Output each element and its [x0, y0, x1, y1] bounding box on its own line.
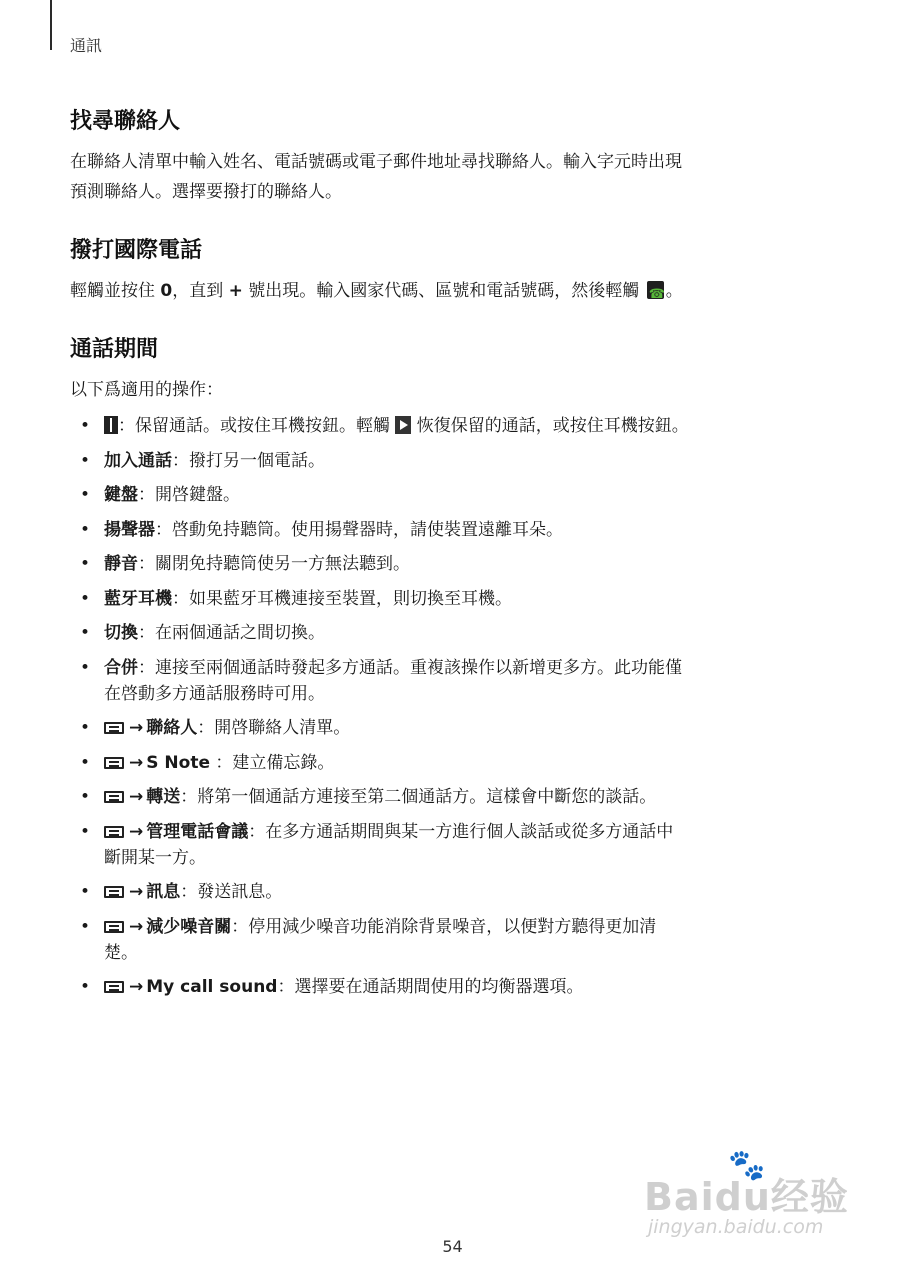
- bullet: •: [80, 916, 91, 937]
- intl-text-2: ，直到: [172, 281, 229, 301]
- watermark: [640, 1148, 850, 1248]
- menu-icon: [104, 722, 124, 734]
- intl-paragraph: [70, 276, 850, 306]
- find-line-1: 在聯絡人清單中輸入姓名、電話號碼或電子郵件地址尋找聯絡人。輸入字元時出現: [70, 152, 682, 172]
- list-item-call-sound: [70, 974, 850, 1000]
- bullet: •: [80, 752, 91, 773]
- desc-message: ：發送訊息。: [180, 882, 283, 902]
- bullet: •: [80, 588, 91, 609]
- during-intro: 以下爲適用的操作：: [70, 380, 223, 400]
- desc-mute: ：關閉免持聽筒使另一方無法聽到。: [138, 554, 410, 574]
- phone-icon: [647, 281, 664, 299]
- menu-icon: [104, 826, 124, 838]
- section-title-during: 通話期間: [70, 337, 159, 362]
- term-bluetooth: 藍牙耳機: [104, 588, 172, 609]
- key-zero: 0: [160, 281, 173, 301]
- list-item-message: [70, 879, 850, 905]
- hold-desc-1: ：保留通話。或按住耳機按鈕。輕觸: [118, 416, 396, 436]
- desc-contacts: ：開啓聯絡人清單。: [197, 718, 351, 738]
- desc-noise-reduction-2: 楚。: [104, 942, 138, 963]
- section-during-call: [70, 332, 850, 1000]
- term-mute: 靜音: [104, 554, 138, 574]
- list-item-manage-conference: [70, 819, 850, 871]
- option-list: [70, 413, 850, 1000]
- list-item-snote: [70, 750, 850, 776]
- find-paragraph: [70, 147, 850, 207]
- intl-text-4: 。: [665, 281, 683, 301]
- bullet: •: [80, 718, 91, 738]
- key-plus: +: [228, 281, 243, 301]
- list-item-hold: [70, 413, 850, 439]
- list-item-contacts: [70, 715, 850, 741]
- arrow-icon: →: [129, 787, 144, 807]
- play-icon: [395, 416, 411, 434]
- bullet: •: [80, 450, 91, 471]
- desc-bluetooth: ：如果藍牙耳機連接至裝置，則切換至耳機。: [172, 588, 512, 609]
- desc-merge-2: 在啓動多方通話服務時可用。: [104, 683, 325, 704]
- page-number: 54: [442, 1237, 463, 1256]
- chapter-title: 通訊: [70, 36, 103, 55]
- arrow-icon: →: [129, 977, 144, 997]
- menu-icon: [104, 921, 124, 933]
- term-manage-conference: 管理電話會議: [146, 821, 249, 842]
- desc-noise-reduction-1: ：停用減少噪音功能消除背景噪音，以便對方聽得更加清: [231, 916, 657, 937]
- arrow-icon: →: [129, 882, 144, 902]
- list-item-bluetooth: [70, 586, 850, 612]
- desc-transfer: ：將第一個通話方連接至第二個通話方。這樣會中斷您的談話。: [180, 787, 657, 807]
- menu-icon: [104, 886, 124, 898]
- watermark-brand: Baidu经验: [644, 1175, 849, 1219]
- desc-manage-conference-2: 斷開某一方。: [104, 847, 206, 868]
- list-item-noise-reduction: [70, 914, 850, 966]
- list-item-keypad: [70, 482, 850, 508]
- term-contacts: 聯絡人: [146, 718, 198, 738]
- bullet: •: [80, 882, 91, 902]
- menu-icon: [104, 791, 124, 803]
- bullet: •: [80, 519, 91, 540]
- desc-keypad: ：開啓鍵盤。: [138, 485, 240, 505]
- term-message: 訊息: [146, 882, 181, 902]
- watermark-url: jingyan.baidu.com: [648, 1216, 824, 1238]
- section-international-call: [70, 233, 850, 306]
- intl-text-3: 號出現。輸入國家代碼、區號和電話號碼，然後輕觸: [242, 281, 645, 301]
- term-noise-reduction: 減少噪音關: [146, 916, 232, 937]
- list-item-add-call: [70, 448, 850, 474]
- term-call-sound: My call sound: [146, 977, 278, 997]
- hold-icon: [104, 416, 118, 434]
- term-snote: S Note: [146, 752, 210, 773]
- menu-icon: [104, 757, 124, 769]
- desc-manage-conference-1: ：在多方通話期間與某一方進行個人談話或從多方通話中: [248, 821, 674, 842]
- list-item-transfer: [70, 784, 850, 810]
- arrow-icon: →: [129, 718, 144, 738]
- term-add-call: 加入通話: [104, 450, 172, 471]
- bullet: •: [80, 657, 91, 678]
- term-merge: 合併: [104, 657, 138, 678]
- list-item-merge: [70, 655, 850, 707]
- desc-merge-1: ：連接至兩個通話時發起多方通話。重複該操作以新增更多方。此功能僅: [138, 657, 682, 678]
- desc-swap: ：在兩個通話之間切換。: [138, 623, 325, 643]
- intl-text-1: 輕觸並按住: [70, 281, 161, 301]
- bullet: •: [80, 623, 91, 643]
- arrow-icon: →: [129, 916, 144, 937]
- desc-speaker: ：啓動免持聽筒。使用揚聲器時，請使裝置遠離耳朵。: [155, 519, 563, 540]
- desc-call-sound: ：選擇要在通話期間使用的均衡器選項。: [277, 977, 584, 997]
- paw-icon: 🐾: [728, 1148, 766, 1183]
- page-content: [70, 104, 850, 1026]
- list-item-speaker: [70, 517, 850, 543]
- find-line-2: 預測聯絡人。選擇要撥打的聯絡人。: [70, 182, 342, 202]
- term-speaker: 揚聲器: [104, 519, 155, 540]
- section-find-contacts: [70, 104, 850, 207]
- arrow-icon: →: [129, 752, 144, 773]
- bullet: •: [80, 821, 91, 842]
- bullet: •: [80, 554, 91, 574]
- desc-snote: ：建立備忘錄。: [209, 752, 335, 773]
- term-transfer: 轉送: [146, 787, 181, 807]
- list-item-mute: [70, 551, 850, 577]
- section-title-intl: 撥打國際電話: [70, 238, 203, 263]
- bullet: •: [80, 787, 91, 807]
- menu-icon: [104, 981, 124, 993]
- section-title-find: 找尋聯絡人: [70, 109, 181, 134]
- arrow-icon: →: [129, 821, 144, 842]
- hold-desc-2: 恢復保留的通話，或按住耳機按鈕。: [411, 416, 689, 436]
- bullet: •: [80, 416, 91, 436]
- bullet: •: [80, 977, 91, 997]
- term-swap: 切換: [104, 623, 138, 643]
- desc-add-call: ：撥打另一個電話。: [172, 450, 325, 471]
- term-keypad: 鍵盤: [104, 485, 138, 505]
- list-item-swap: [70, 620, 850, 646]
- bullet: •: [80, 485, 91, 505]
- side-rule: [50, 0, 52, 50]
